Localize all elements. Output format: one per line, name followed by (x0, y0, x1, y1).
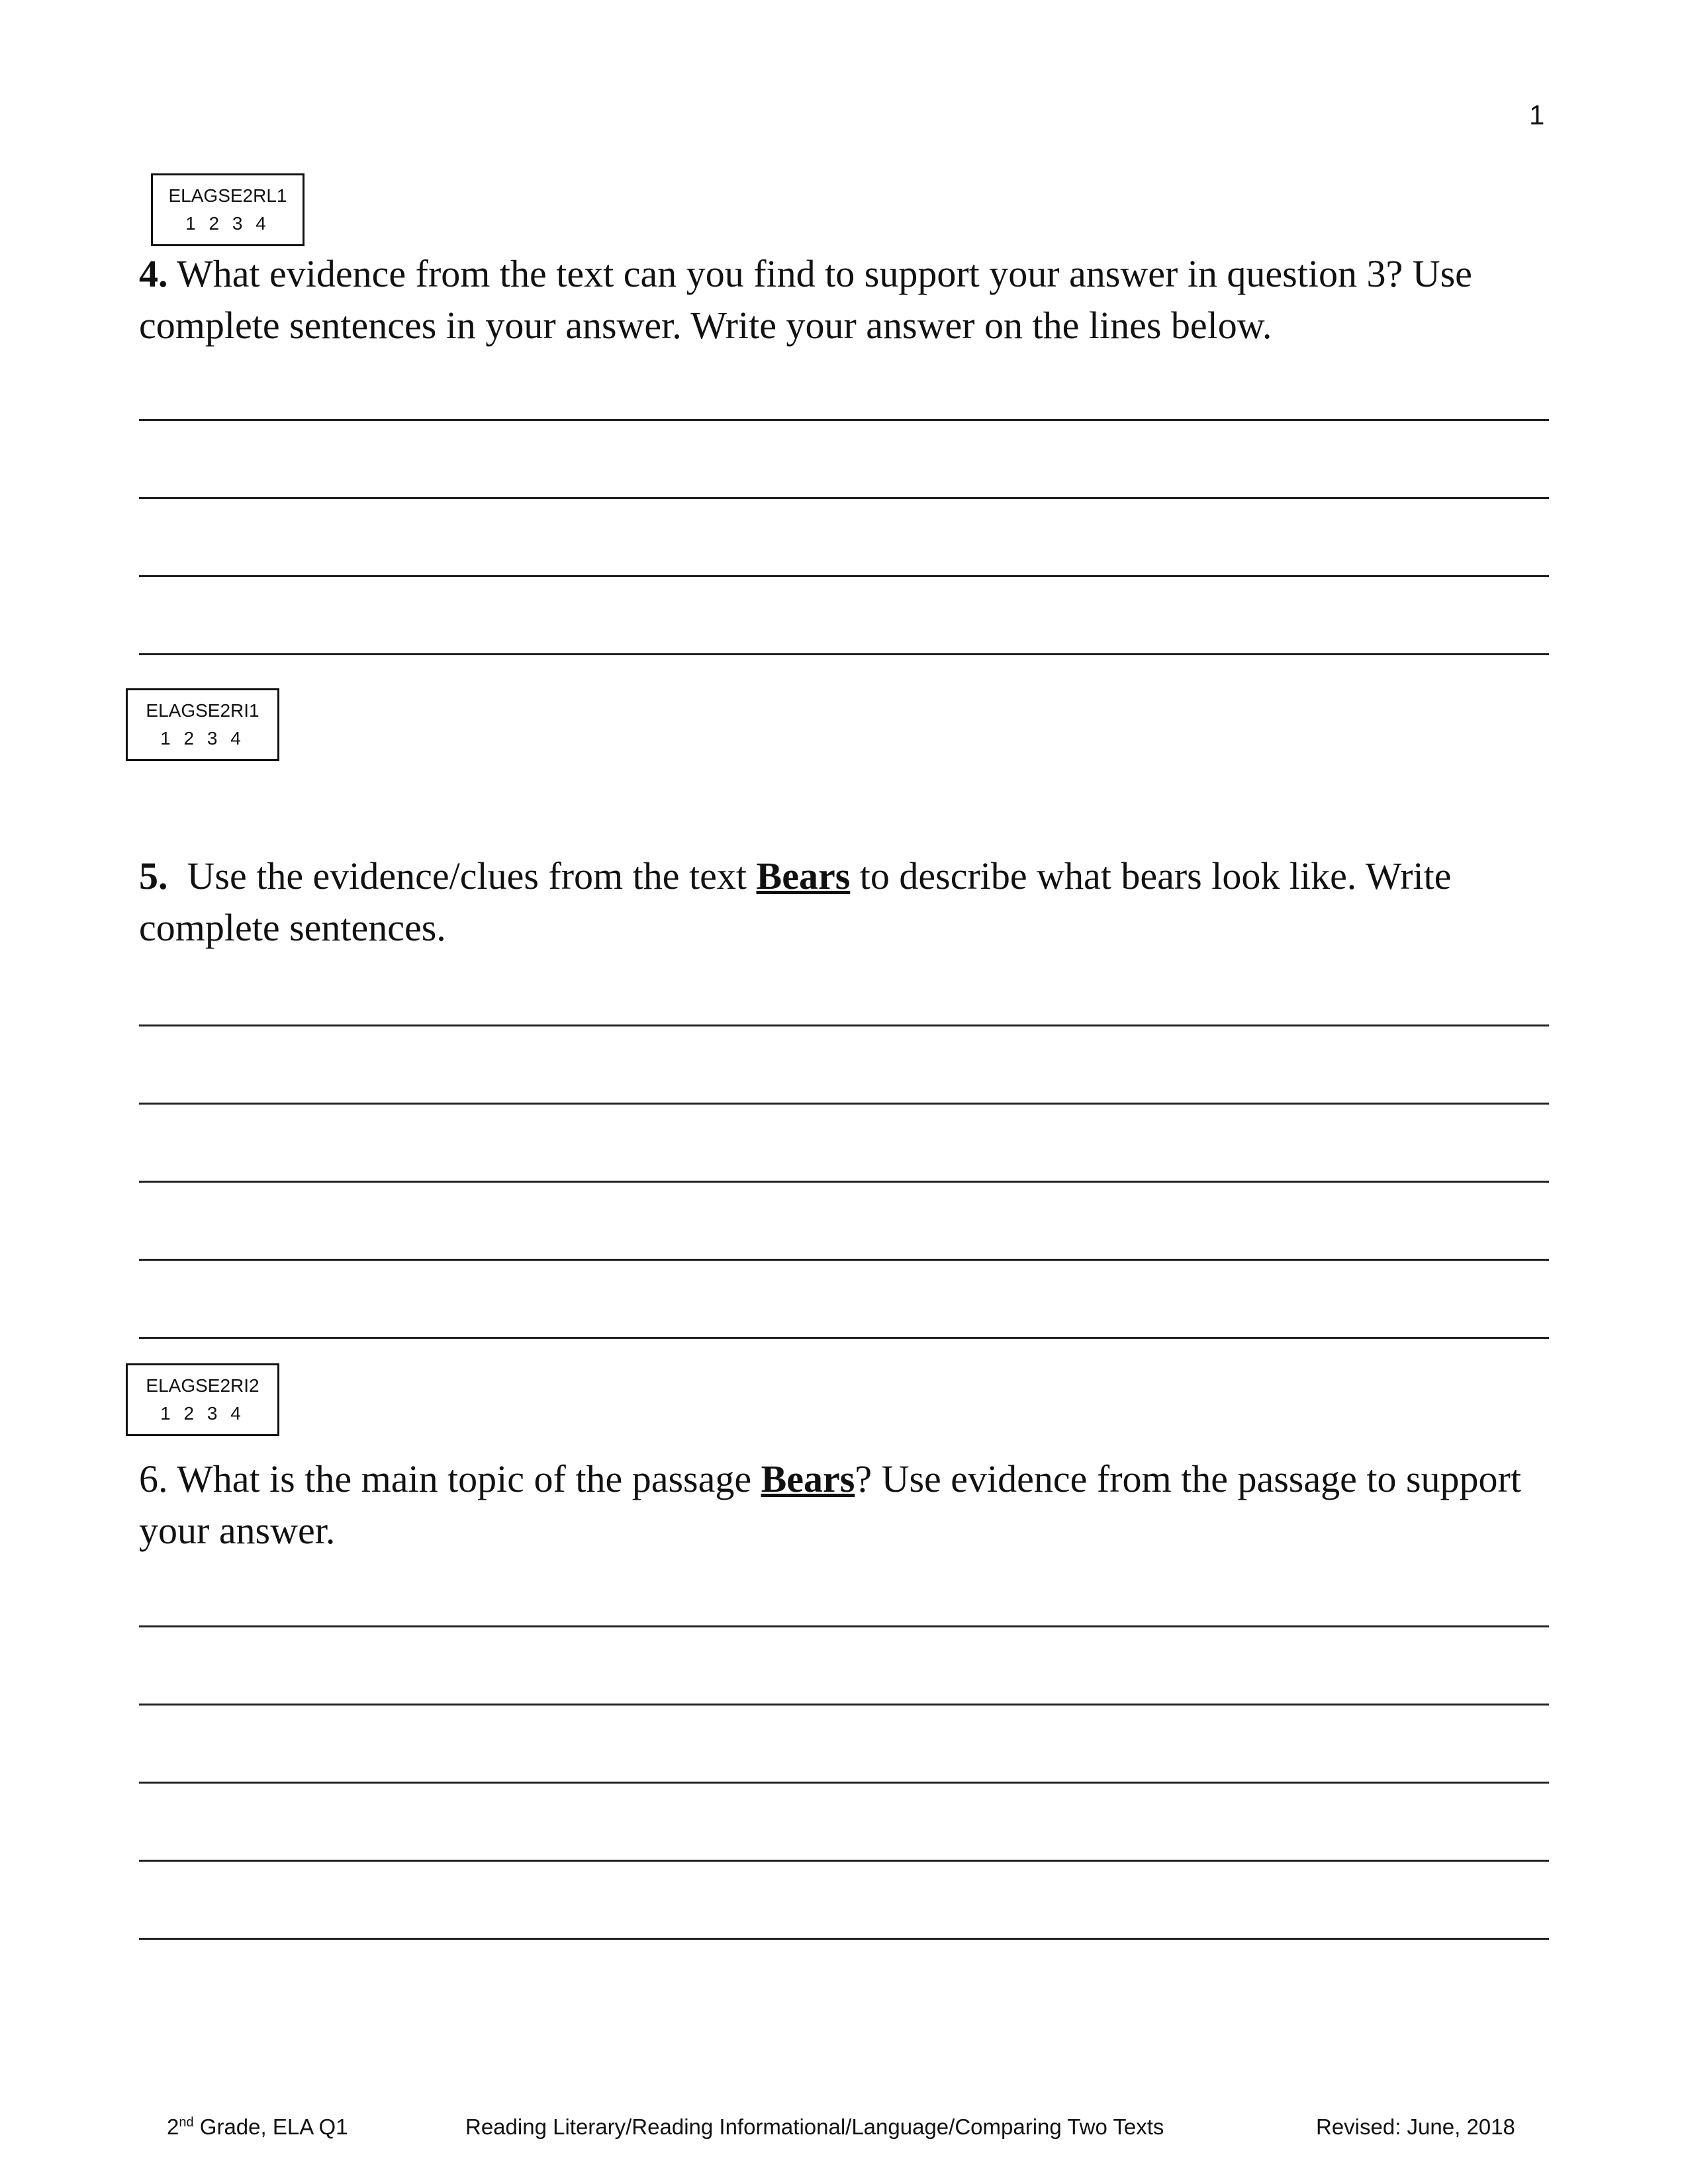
answer-line[interactable] (139, 1259, 1549, 1261)
footer-grade-rest: Grade, ELA Q1 (199, 2115, 348, 2139)
standard-box-q6 (126, 1363, 279, 1436)
passage-title-bears: Bears (756, 854, 851, 897)
footer-grade (167, 2115, 348, 2140)
answer-line[interactable] (139, 1024, 1549, 1026)
answer-line[interactable] (139, 1625, 1549, 1627)
footer-revised: Revised: June, 2018 (1316, 2115, 1515, 2139)
standard-scale: 1 2 3 4 (160, 1403, 245, 1424)
standard-scale: 1 2 3 4 (185, 213, 270, 234)
standard-scale: 1 2 3 4 (160, 728, 245, 749)
answer-line[interactable] (139, 1181, 1549, 1183)
question-text-before: Use the evidence/clues from the text (187, 854, 747, 897)
answer-line[interactable] (139, 1860, 1549, 1862)
question-number: 4. (139, 252, 168, 295)
question-text-after: ? Use evidence from the passage to support your answer. (139, 1457, 1521, 1552)
answer-line[interactable] (139, 653, 1549, 655)
footer-center: Reading Literary/Reading Informational/Language/Comparing Two Texts (465, 2115, 1164, 2139)
answer-line[interactable] (139, 1704, 1549, 1706)
question-5 (139, 850, 1549, 954)
question-text-before: What is the main topic of the passage (176, 1457, 752, 1500)
answer-line[interactable] (139, 497, 1549, 499)
question-text-after: to describe what bears look like. Write complete sentences. (139, 854, 1452, 949)
standard-box-q5 (126, 688, 279, 761)
question-number: 6. (139, 1457, 168, 1500)
question-4 (139, 248, 1549, 351)
question-number: 5. (139, 854, 168, 897)
footer-grade-suffix: nd (179, 2115, 194, 2130)
answer-line[interactable] (139, 575, 1549, 577)
footer-grade-number: 2 (167, 2115, 179, 2139)
answer-line[interactable] (139, 1337, 1549, 1339)
question-text: What evidence from the text can you find to support your answer in question 3? Use complete sentences in your answer. Write your answer on the lines below. (139, 252, 1472, 347)
answer-line[interactable] (139, 419, 1549, 421)
answer-line[interactable] (139, 1938, 1549, 1940)
standard-code: ELAGSE2RL1 (168, 185, 287, 206)
passage-title-bears: Bears (761, 1457, 855, 1500)
question-6 (139, 1453, 1549, 1557)
standard-code: ELAGSE2RI1 (146, 700, 259, 721)
page-number: 1 (1529, 99, 1545, 130)
standard-code: ELAGSE2RI2 (146, 1375, 259, 1396)
answer-line[interactable] (139, 1782, 1549, 1784)
answer-line[interactable] (139, 1103, 1549, 1105)
standard-box-q4 (151, 173, 305, 246)
